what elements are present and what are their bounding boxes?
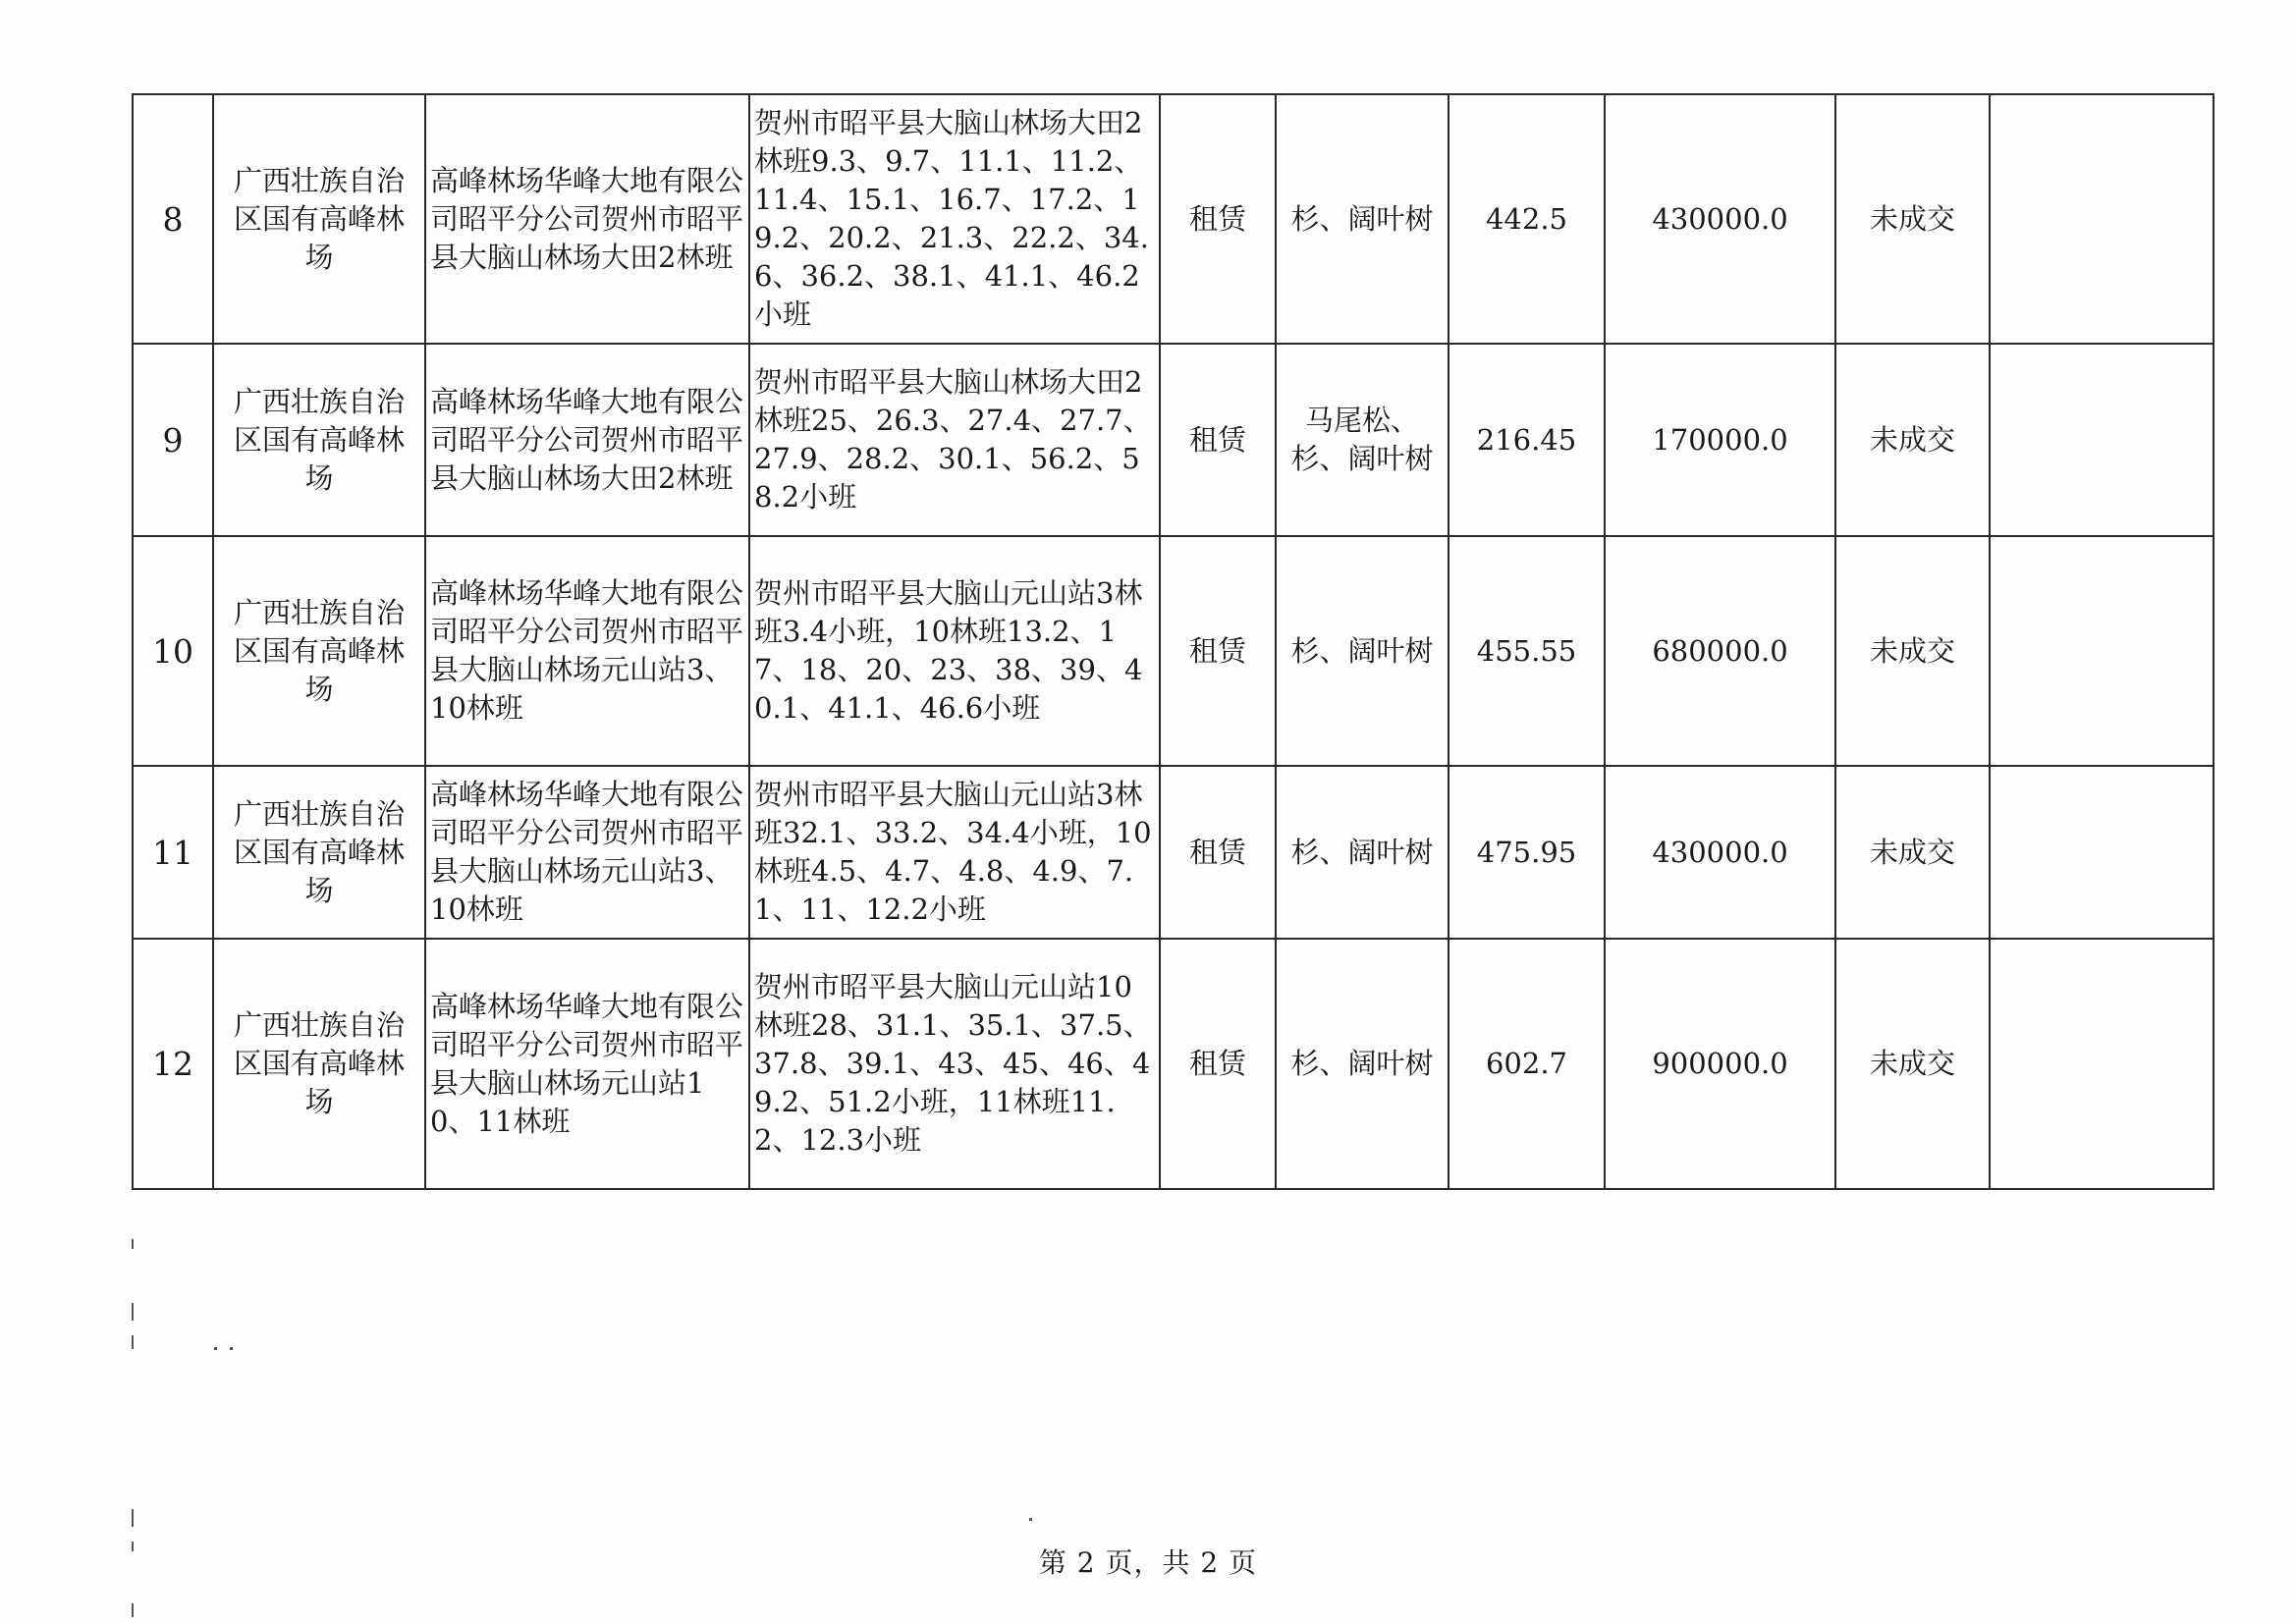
- scan-mark: [132, 1239, 134, 1249]
- status-cell: 未成交: [1835, 536, 1990, 766]
- transfer-method-cell: 租赁: [1160, 766, 1276, 939]
- land-transfer-table: [132, 93, 2214, 1190]
- remark-cell: [1990, 766, 2214, 939]
- tree-species-cell: 杉、阔叶树: [1276, 94, 1449, 344]
- area-cell: 216.45: [1449, 344, 1605, 536]
- row-index: 10: [133, 536, 213, 766]
- transfer-method-cell: 租赁: [1160, 939, 1276, 1189]
- remark-cell: [1990, 344, 2214, 536]
- status-cell: 未成交: [1835, 94, 1990, 344]
- scan-mark: [132, 1509, 134, 1527]
- row-index: 11: [133, 766, 213, 939]
- status-cell: 未成交: [1835, 766, 1990, 939]
- remark-cell: [1990, 939, 2214, 1189]
- row-index: 8: [133, 94, 213, 344]
- table-row: [133, 94, 2214, 344]
- price-cell: 900000.0: [1605, 939, 1835, 1189]
- project-name-cell: 高峰林场华峰大地有限公司昭平分公司贺州市昭平县大脑山林场大田2林班: [425, 344, 749, 536]
- project-name-cell: 高峰林场华峰大地有限公司昭平分公司贺州市昭平县大脑山林场元山站3、10林班: [425, 536, 749, 766]
- scan-mark: [132, 1603, 134, 1617]
- remark-cell: [1990, 94, 2214, 344]
- tree-species-cell: 马尾松、杉、阔叶树: [1276, 344, 1449, 536]
- status-cell: 未成交: [1835, 939, 1990, 1189]
- table-row: [133, 344, 2214, 536]
- table-row: [133, 766, 2214, 939]
- owner-cell: 广西壮族自治区国有高峰林场: [213, 766, 425, 939]
- scan-mark: [1029, 1518, 1032, 1521]
- location-cell: 贺州市昭平县大脑山林场大田2林班9.3、9.7、11.1、11.2、11.4、15.1、16.7、17.2、19.2、20.2、21.3、22.2、34.6、36.2、38.1、41.1、46.2小班: [749, 94, 1160, 344]
- price-cell: 430000.0: [1605, 94, 1835, 344]
- status-cell: 未成交: [1835, 344, 1990, 536]
- price-cell: 680000.0: [1605, 536, 1835, 766]
- row-index: 12: [133, 939, 213, 1189]
- table-row: [133, 939, 2214, 1189]
- row-index: 9: [133, 344, 213, 536]
- area-cell: 455.55: [1449, 536, 1605, 766]
- project-name-cell: 高峰林场华峰大地有限公司昭平分公司贺州市昭平县大脑山林场元山站10、11林班: [425, 939, 749, 1189]
- owner-cell: 广西壮族自治区国有高峰林场: [213, 94, 425, 344]
- area-cell: 602.7: [1449, 939, 1605, 1189]
- table-row: [133, 536, 2214, 766]
- location-cell: 贺州市昭平县大脑山元山站3林班3.4小班，10林班13.2、17、18、20、23、38、39、40.1、41.1、46.6小班: [749, 536, 1160, 766]
- scan-mark: [230, 1347, 233, 1350]
- tree-species-cell: 杉、阔叶树: [1276, 939, 1449, 1189]
- location-cell: 贺州市昭平县大脑山元山站3林班32.1、33.2、34.4小班，10林班4.5、4.7、4.8、4.9、7.1、11、12.2小班: [749, 766, 1160, 939]
- scan-mark: [132, 1303, 134, 1321]
- price-cell: 430000.0: [1605, 766, 1835, 939]
- area-cell: 475.95: [1449, 766, 1605, 939]
- project-name-cell: 高峰林场华峰大地有限公司昭平分公司贺州市昭平县大脑山林场元山站3、10林班: [425, 766, 749, 939]
- remark-cell: [1990, 536, 2214, 766]
- area-cell: 442.5: [1449, 94, 1605, 344]
- price-cell: 170000.0: [1605, 344, 1835, 536]
- location-cell: 贺州市昭平县大脑山林场大田2林班25、26.3、27.4、27.7、27.9、28.2、30.1、56.2、58.2小班: [749, 344, 1160, 536]
- page-number: 第 2 页，共 2 页: [1038, 1546, 1258, 1579]
- location-cell: 贺州市昭平县大脑山元山站10林班28、31.1、35.1、37.5、37.8、39.1、43、45、46、49.2、51.2小班，11林班11.2、12.3小班: [749, 939, 1160, 1189]
- owner-cell: 广西壮族自治区国有高峰林场: [213, 536, 425, 766]
- owner-cell: 广西壮族自治区国有高峰林场: [213, 344, 425, 536]
- tree-species-cell: 杉、阔叶树: [1276, 766, 1449, 939]
- scan-mark: [132, 1335, 134, 1349]
- project-name-cell: 高峰林场华峰大地有限公司昭平分公司贺州市昭平县大脑山林场大田2林班: [425, 94, 749, 344]
- scan-mark: [214, 1347, 217, 1350]
- tree-species-cell: 杉、阔叶树: [1276, 536, 1449, 766]
- transfer-method-cell: 租赁: [1160, 94, 1276, 344]
- owner-cell: 广西壮族自治区国有高峰林场: [213, 939, 425, 1189]
- transfer-method-cell: 租赁: [1160, 536, 1276, 766]
- transfer-method-cell: 租赁: [1160, 344, 1276, 536]
